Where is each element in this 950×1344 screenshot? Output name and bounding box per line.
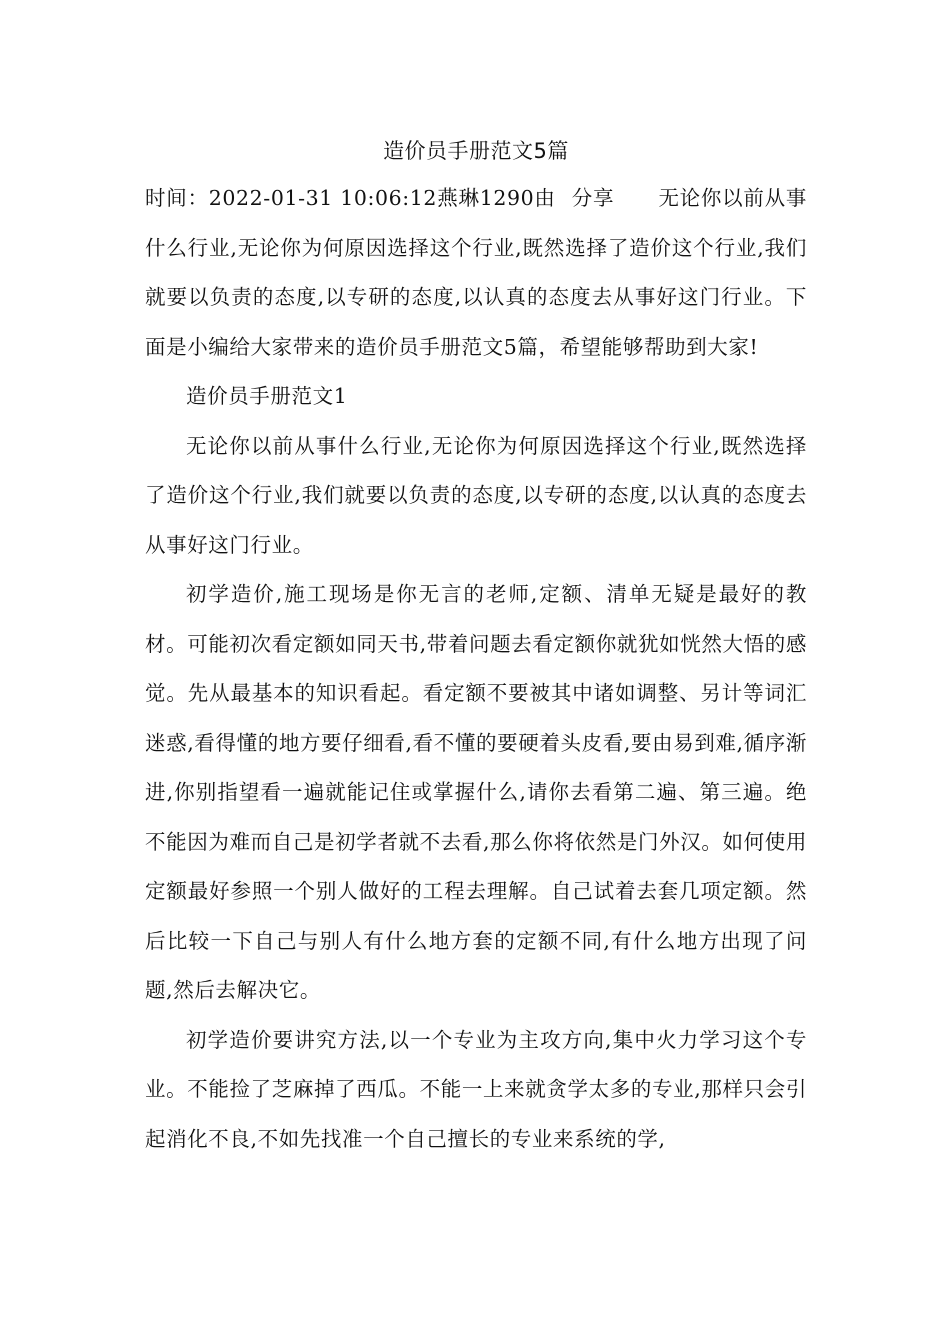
section-heading: 造价员手册范文1: [186, 384, 348, 408]
body-paragraph-1: 无论你以前从事什么行业,无论你为何原因选择这个行业,既然选择了造价这个行业,我们就要以负责的态度,以专研的态度,以认真的态度去从事好这门行业。: [145, 433, 807, 557]
body-paragraph-3: 初学造价要讲究方法,以一个专业为主攻方向,集中火力学习这个专业。不能捡了芝麻掉了西瓜。不能一上来就贪学太多的专业,那样只会引起消化不良,不如先找准一个自己擅长的专业来系统的学,: [145, 1027, 807, 1151]
meta-time-value: 2022-01-31 10:06:12: [208, 186, 438, 210]
document-intro: [145, 174, 807, 372]
body-paragraph-2: 初学造价,施工现场是你无言的老师,定额、清单无疑是最好的教材。可能初次看定额如同天书,带着问题去看定额你就犹如恍然大悟的感觉。先从最基本的知识看起。看定额不要被其中诸如调整、另计等词汇迷惑,看得懂的地方要仔细看,看不懂的要硬着头皮看,要由易到难,循序渐进,你别指望看一遍就能记住或掌握什么,请你去看第二遍、第三遍。绝不能因为难而自己是初学者就不去看,那么你将依然是门外汉。如何使用定额最好参照一个别人做好的工程去理解。自己试着去套几项定额。然后比较一下自己与别人有什么地方套的定额不同,有什么地方出现了问题,然后去解决它。: [145, 582, 807, 1002]
intro-text: 无论你以前从事什么行业,无论你为何原因选择这个行业,既然选择了造价这个行业,我们就要以负责的态度,以专研的态度,以认真的态度去从事好这门行业。下面是小编给大家带来的造价员手册范文5篇，希望能够帮助到大家!: [145, 186, 807, 359]
document-page: [145, 128, 807, 1164]
meta-author: 燕琳1290: [437, 186, 535, 210]
meta-by: 由: [534, 186, 556, 210]
meta-share: 分享: [571, 186, 615, 210]
meta-time-label: 时间：: [145, 186, 209, 210]
document-title: 造价员手册范文5篇: [383, 139, 569, 163]
